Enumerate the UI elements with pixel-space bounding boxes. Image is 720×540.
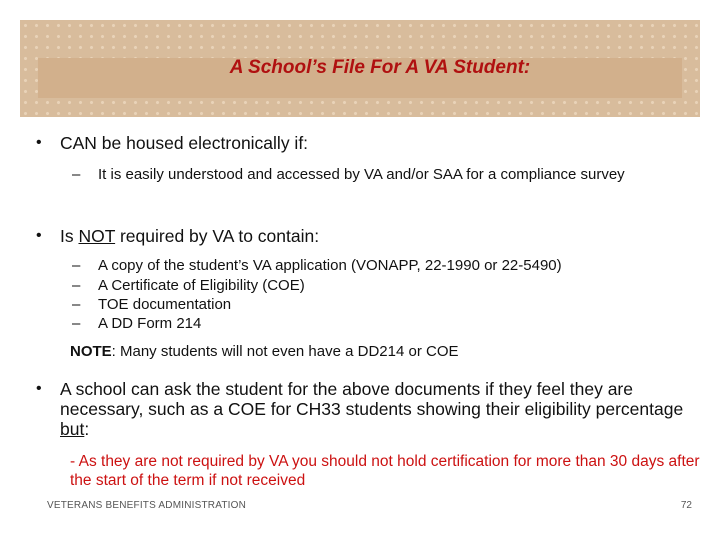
sub-bullet-text: TOE documentation [98, 296, 232, 313]
bullet-text-part: required by VA to contain: [115, 226, 320, 246]
footer-org: VETERANS BENEFITS ADMINISTRATION [47, 500, 247, 511]
slide-title: A School’s File For A VA Student: [229, 57, 531, 78]
bullet-marker: • [36, 380, 42, 397]
sub-bullet-text: It is easily understood and accessed by VA and/or SAA for a compliance survey [98, 166, 625, 183]
bullet-marker: • [36, 134, 42, 151]
dash-marker: – [72, 296, 81, 313]
note-text [70, 343, 459, 360]
bullet-text-part: Is [60, 226, 79, 246]
dash-marker: – [72, 257, 81, 274]
note-body: : Many students will not even have a DD214 or COE [111, 343, 459, 360]
bullet-text [60, 226, 710, 246]
underlined-word: but [60, 419, 85, 439]
sub-bullet-text: A copy of the student’s VA application (VONAPP, 22-1990 or 22-5490) [98, 257, 562, 274]
page-number: 72 [680, 500, 692, 511]
dash-marker: – [72, 315, 81, 332]
sub-bullet-text: A DD Form 214 [98, 315, 202, 332]
warning-text: - As they are not required by VA you should not hold certification for more than 30 days after the start of the term if not received [70, 453, 700, 489]
bullet-text-part: : [84, 419, 90, 439]
note-label: NOTE [70, 343, 112, 360]
bullet-text [60, 379, 700, 439]
bullet-text-part: A school can ask the student for the above documents if they feel they are necessary, such as a COE for CH33 students showing their eligibility percentage [60, 379, 684, 419]
sub-bullet-text: A Certificate of Eligibility (COE) [98, 277, 305, 294]
underlined-word: NOT [78, 226, 116, 246]
bullet-text: CAN be housed electronically if: [60, 133, 309, 153]
dash-marker: – [72, 166, 81, 183]
dash-marker: – [72, 277, 81, 294]
bullet-marker: • [36, 227, 42, 244]
